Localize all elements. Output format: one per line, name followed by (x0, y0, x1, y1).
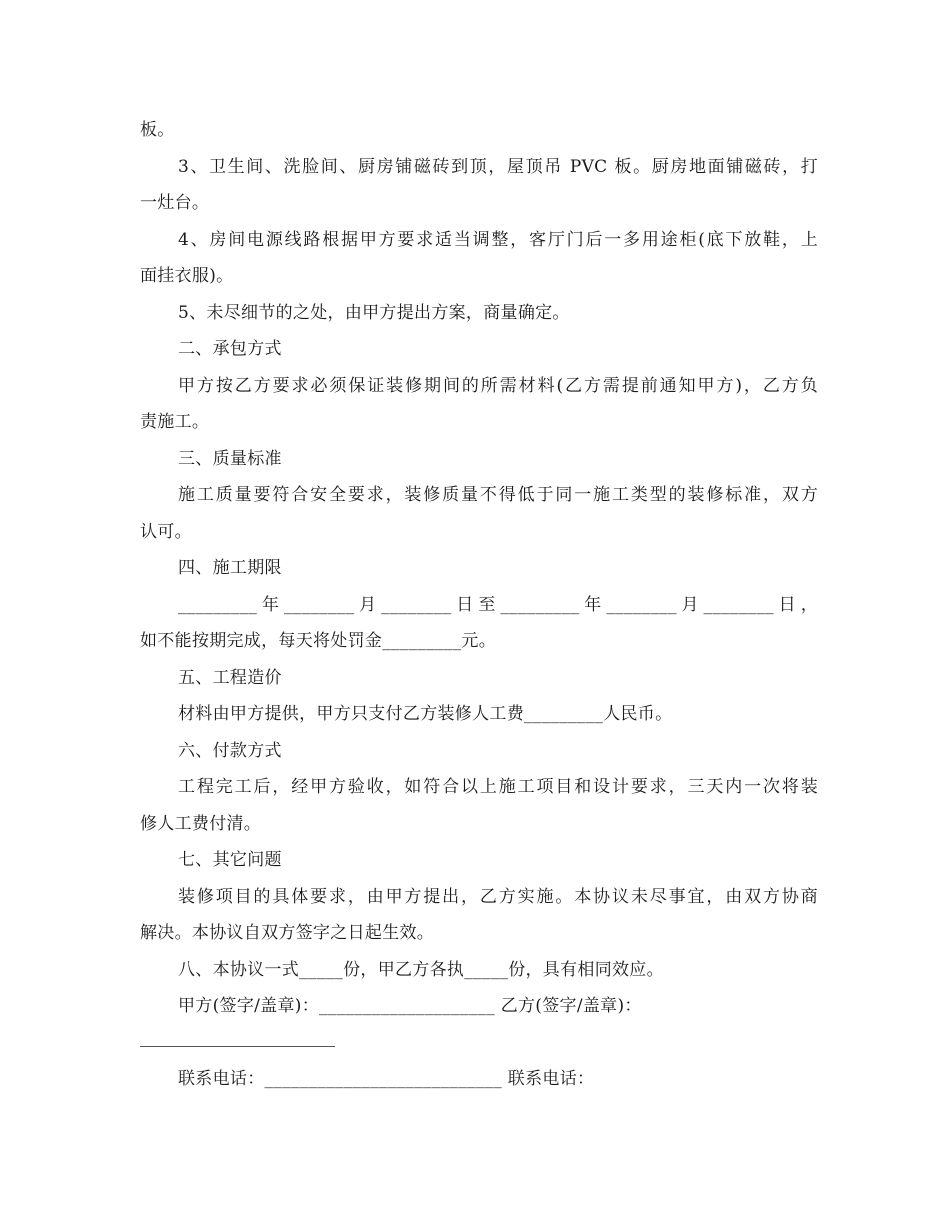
text-line: 认可。 (140, 522, 192, 542)
section-heading: 六、付款方式 (178, 741, 282, 761)
section-heading: 五、工程造价 (178, 668, 282, 688)
text-line: _________年________月________日至_________年________月________日， (178, 595, 818, 615)
text-line: 八、本协议一式_____份，甲乙方各执_____份，具有相同效应。 (178, 960, 664, 980)
text-line: 修人工费付清。 (140, 814, 262, 834)
text-line: 3、卫生间、洗脸间、厨房铺磁砖到顶，屋顶吊 PVC 板。厨房地面铺磁砖，打 (178, 157, 818, 177)
text-line: 甲方按乙方要求必须保证装修期间的所需材料(乙方需提前通知甲方)，乙方负 (178, 376, 818, 396)
text-line: 材料由甲方提供，甲方只支付乙方装修人工费_________人民币。 (178, 704, 673, 724)
text-line: 一灶台。 (140, 193, 210, 213)
text-line: 责施工。 (140, 412, 210, 432)
text-line: 施工质量要符合安全要求，装修质量不得低于同一施工类型的装修标准，双方 (178, 485, 818, 505)
text-line: 装修项目的具体要求，由甲方提出，乙方实施。本协议未尽事宜，由双方协商 (178, 887, 818, 907)
section-heading: 三、质量标准 (178, 449, 282, 469)
section-heading: 四、施工期限 (178, 558, 282, 578)
text-line: 解决。本协议自双方签字之日起生效。 (140, 923, 435, 943)
text-line: 4、房间电源线路根据甲方要求适当调整，客厅门后一多用途柜(底下放鞋，上 (178, 230, 818, 250)
section-heading: 七、其它问题 (178, 850, 282, 870)
signature-blank-rule (140, 1046, 335, 1047)
contact-line: 联系电话：___________________________ 联系电话： (178, 1069, 595, 1089)
section-heading: 二、承包方式 (178, 339, 282, 359)
text-line: 工程完工后，经甲方验收，如符合以上施工项目和设计要求，三天内一次将装 (178, 777, 818, 797)
text-line: 面挂衣服)。 (140, 266, 234, 286)
text-line: 5、未尽细节的之处，由甲方提出方案，商量确定。 (178, 303, 570, 323)
text-line: 板。 (140, 120, 175, 140)
signature-line: 甲方(签字/盖章)：____________________ 乙方(签字/盖章)： (178, 996, 642, 1016)
text-line: 如不能按期完成，每天将处罚金_________元。 (140, 631, 496, 651)
